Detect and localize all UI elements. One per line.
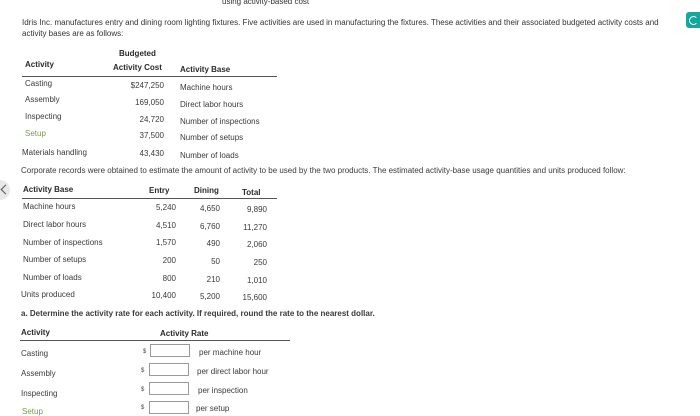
t3-dollar-assembly: $ — [141, 368, 145, 374]
t1-cost-materials: 43,430 — [139, 149, 164, 158]
t2-base: Units produced — [21, 290, 75, 299]
t2-dining: 4,650 — [199, 204, 220, 213]
t2-total: 1,010 — [246, 276, 267, 285]
table3-header-rule — [20, 340, 290, 341]
question-prefix: a. Determine the activity rate for each activity. — [21, 309, 197, 318]
header-activity-3: Activity — [21, 328, 50, 337]
t3-dollar-casting: $ — [143, 349, 147, 355]
t2-base: Machine hours — [23, 202, 76, 211]
inspecting-rate-input[interactable] — [149, 382, 189, 395]
t2-total: 9,890 — [246, 205, 267, 214]
header-activity: Activity — [25, 60, 54, 69]
question-a — [21, 309, 375, 318]
t1-cost-inspecting: 24,720 — [139, 115, 164, 124]
t1-activity-inspecting: Inspecting — [25, 112, 62, 121]
t2-dining: 6,760 — [199, 222, 220, 231]
t1-cost-casting: $247,250 — [130, 81, 164, 90]
t1-base-assembly: Direct labor hours — [180, 100, 244, 109]
banner-text: using activity-based cost — [222, 0, 310, 6]
t2-entry: 800 — [162, 274, 176, 283]
t3-dollar-inspecting: $ — [141, 387, 145, 393]
t2-dining: 50 — [211, 257, 220, 266]
table1-header-rule — [22, 76, 277, 77]
t3-activity-assembly: Assembly — [21, 369, 56, 378]
t3-activity-setup: Setup — [22, 407, 43, 416]
t3-unit-inspecting: per inspection — [198, 386, 248, 395]
header-total: Total — [242, 188, 261, 197]
t1-activity-assembly: Assembly — [25, 95, 60, 104]
t3-unit-setup: per setup — [196, 404, 230, 413]
header-activity-rate: Activity Rate — [160, 329, 209, 338]
header-activity-base: Activity Base — [180, 65, 231, 74]
t3-activity-inspecting: Inspecting — [21, 389, 58, 398]
t3-unit-casting: per machine hour — [199, 348, 262, 357]
t1-cost-assembly: 169,050 — [135, 98, 164, 107]
table2-header-rule — [22, 198, 277, 199]
t2-base: Number of inspections — [23, 238, 103, 247]
t1-cost-setup: 37,500 — [139, 131, 164, 140]
question-rounding-note: If required, round the rate to the nearest dollar. — [196, 309, 375, 318]
assembly-rate-input[interactable] — [149, 363, 189, 376]
t1-base-casting: Machine hours — [180, 83, 233, 92]
casting-rate-input[interactable] — [150, 344, 190, 357]
chevron-left-icon[interactable] — [0, 180, 10, 200]
t2-dining: 490 — [206, 239, 220, 248]
header-entry: Entry — [149, 186, 170, 195]
t1-activity-materials: Materials handling — [22, 148, 87, 157]
top-banner — [0, 0, 700, 8]
t2-total: 11,270 — [243, 223, 267, 232]
t2-entry: 200 — [162, 256, 176, 265]
t2-entry: 4,510 — [155, 221, 176, 230]
t2-total: 15,600 — [242, 293, 267, 302]
t1-base-materials: Number of loads — [180, 151, 239, 160]
t1-activity-casting: Casting — [25, 79, 53, 88]
t2-base: Number of loads — [23, 273, 82, 282]
header-dining: Dining — [194, 186, 219, 195]
header-budgeted: Budgeted — [119, 49, 156, 58]
corporate-records-text: Corporate records were obtained to estimate the amount of activity to be used by the two products. The estimated activity-base usage quantities and units produced follow: — [21, 166, 626, 175]
header-activity-base-2: Activity Base — [23, 185, 74, 194]
t2-entry: 5,240 — [155, 203, 176, 212]
help-chat-icon[interactable] — [686, 12, 700, 28]
t2-dining: 5,200 — [199, 292, 220, 301]
t2-entry: 1,570 — [155, 238, 176, 247]
header-activity-cost: Activity Cost — [113, 63, 162, 72]
problem-intro: Idris Inc. manufactures entry and dining room lighting fixtures. Five activities are used in manufacturing the fixtures. These activities and their associated budgeted activity costs and activity bases are as follows: — [22, 18, 659, 38]
t2-base: Direct labor hours — [23, 220, 87, 229]
t3-activity-casting: Casting — [21, 349, 49, 358]
t1-activity-setup: Setup — [25, 129, 46, 138]
t2-total: 250 — [253, 258, 267, 267]
t2-dining: 210 — [206, 275, 220, 284]
t2-entry: 10,400 — [151, 291, 176, 300]
t3-unit-assembly: per direct labor hour — [197, 367, 269, 376]
t2-total: 2,060 — [246, 240, 267, 249]
t3-dollar-setup: $ — [141, 405, 145, 411]
t2-base: Number of setups — [23, 255, 87, 264]
t1-base-inspecting: Number of inspections — [180, 117, 260, 126]
t1-base-setup: Number of setups — [180, 133, 244, 142]
setup-rate-input[interactable] — [149, 401, 189, 414]
